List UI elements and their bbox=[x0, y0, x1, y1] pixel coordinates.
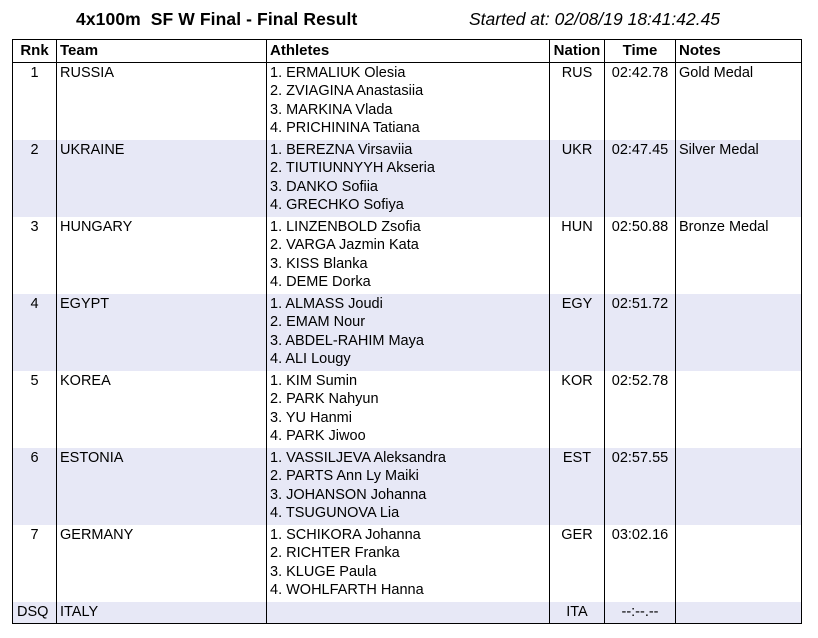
athlete-name: 3. DANKO Sofiia bbox=[270, 178, 378, 195]
time-cell: 02:42.78 bbox=[605, 63, 676, 141]
athlete-name: 2. TIUTIUNNYYH Akseria bbox=[270, 160, 435, 177]
athlete-name: 2. PARK Nahyun bbox=[270, 391, 379, 408]
athlete-name: 3. KLUGE Paula bbox=[270, 563, 377, 580]
rank-cell: 1 bbox=[13, 63, 57, 141]
column-header-nation: Nation bbox=[550, 40, 605, 63]
table-row bbox=[13, 140, 802, 217]
column-header-team: Team bbox=[57, 40, 267, 63]
athlete-name: 2. RICHTER Franka bbox=[270, 545, 400, 562]
time-cell: 02:50.88 bbox=[605, 217, 676, 294]
column-header-rank: Rnk bbox=[13, 40, 57, 63]
athletes-cell bbox=[267, 217, 550, 294]
notes-cell: Bronze Medal bbox=[676, 217, 802, 294]
table-row bbox=[13, 294, 802, 371]
athlete-name: 1. SCHIKORA Johanna bbox=[270, 527, 421, 543]
team-cell: RUSSIA bbox=[57, 63, 267, 141]
nation-cell: GER bbox=[550, 525, 605, 602]
nation-cell: HUN bbox=[550, 217, 605, 294]
athlete-name: 4. GRECHKO Sofiya bbox=[270, 196, 404, 213]
notes-cell: Gold Medal bbox=[676, 63, 802, 141]
table-row bbox=[13, 448, 802, 525]
nation-cell: UKR bbox=[550, 140, 605, 217]
athlete-name: 1. VASSILJEVA Aleksandra bbox=[270, 450, 446, 466]
notes-cell bbox=[676, 602, 802, 624]
athlete-name: 4. ALI Lougy bbox=[270, 350, 351, 367]
nation-cell: EGY bbox=[550, 294, 605, 371]
athlete-name: 3. JOHANSON Johanna bbox=[270, 486, 427, 503]
page-header bbox=[0, 0, 818, 36]
rank-cell: 6 bbox=[13, 448, 57, 525]
athlete-name: 3. YU Hanmi bbox=[270, 409, 352, 426]
athletes-cell bbox=[267, 448, 550, 525]
athletes-cell bbox=[267, 371, 550, 448]
athletes-cell bbox=[267, 602, 550, 624]
notes-cell bbox=[676, 294, 802, 371]
time-cell: 02:52.78 bbox=[605, 371, 676, 448]
athletes-cell bbox=[267, 63, 550, 141]
time-cell: 02:47.45 bbox=[605, 140, 676, 217]
athletes-cell bbox=[267, 140, 550, 217]
athlete-name: 1. ERMALIUK Olesia bbox=[270, 65, 406, 81]
dsq-row bbox=[13, 602, 802, 624]
notes-cell: Silver Medal bbox=[676, 140, 802, 217]
results-table bbox=[12, 39, 802, 624]
team-cell: GERMANY bbox=[57, 525, 267, 602]
rank-cell: 7 bbox=[13, 525, 57, 602]
table-row bbox=[13, 371, 802, 448]
athlete-name: 4. TSUGUNOVA Lia bbox=[270, 504, 400, 521]
athlete-name: 1. BEREZNA Virsaviia bbox=[270, 142, 413, 158]
athlete-name: 3. KISS Blanka bbox=[270, 255, 368, 272]
event-title: 4x100m SF W Final - Final Result bbox=[76, 9, 358, 29]
athlete-name: 3. ABDEL-RAHIM Maya bbox=[270, 332, 424, 349]
athlete-name: 4. PRICHININA Tatiana bbox=[270, 119, 420, 136]
nation-cell: KOR bbox=[550, 371, 605, 448]
athletes-cell bbox=[267, 525, 550, 602]
time-cell: --:--.-- bbox=[605, 602, 676, 624]
team-cell: KOREA bbox=[57, 371, 267, 448]
athlete-name: 4. WOHLFARTH Hanna bbox=[270, 581, 424, 598]
athlete-name: 3. MARKINA Vlada bbox=[270, 101, 393, 118]
athlete-name: 1. LINZENBOLD Zsofia bbox=[270, 219, 421, 235]
nation-cell: EST bbox=[550, 448, 605, 525]
rank-cell: DSQ bbox=[13, 602, 57, 624]
table-row bbox=[13, 525, 802, 602]
time-cell: 02:57.55 bbox=[605, 448, 676, 525]
team-cell: ITALY bbox=[57, 602, 267, 624]
team-cell: EGYPT bbox=[57, 294, 267, 371]
nation-cell: ITA bbox=[550, 602, 605, 624]
athlete-name: 1. ALMASS Joudi bbox=[270, 296, 383, 312]
notes-cell bbox=[676, 371, 802, 448]
column-header-time: Time bbox=[605, 40, 676, 63]
rank-cell: 5 bbox=[13, 371, 57, 448]
team-cell: ESTONIA bbox=[57, 448, 267, 525]
start-time: Started at: 02/08/19 18:41:42.45 bbox=[469, 9, 721, 29]
table-row bbox=[13, 217, 802, 294]
table-row bbox=[13, 63, 802, 141]
athlete-name: 1. KIM Sumin bbox=[270, 373, 358, 389]
column-header-athletes: Athletes bbox=[267, 40, 550, 63]
athlete-name: 2. EMAM Nour bbox=[270, 314, 366, 331]
team-cell: HUNGARY bbox=[57, 217, 267, 294]
athlete-name: 4. DEME Dorka bbox=[270, 273, 371, 290]
athlete-name: 2. PARTS Ann Ly Maiki bbox=[270, 468, 419, 485]
team-cell: UKRAINE bbox=[57, 140, 267, 217]
header-row bbox=[13, 40, 802, 63]
athletes-cell bbox=[267, 294, 550, 371]
notes-cell bbox=[676, 448, 802, 525]
rank-cell: 4 bbox=[13, 294, 57, 371]
athlete-name: 4. PARK Jiwoo bbox=[270, 427, 366, 444]
rank-cell: 2 bbox=[13, 140, 57, 217]
column-header-notes: Notes bbox=[676, 40, 802, 63]
notes-cell bbox=[676, 525, 802, 602]
time-cell: 03:02.16 bbox=[605, 525, 676, 602]
nation-cell: RUS bbox=[550, 63, 605, 141]
rank-cell: 3 bbox=[13, 217, 57, 294]
athlete-name: 2. VARGA Jazmin Kata bbox=[270, 237, 419, 254]
time-cell: 02:51.72 bbox=[605, 294, 676, 371]
athlete-name: 2. ZVIAGINA Anastasiia bbox=[270, 83, 424, 100]
